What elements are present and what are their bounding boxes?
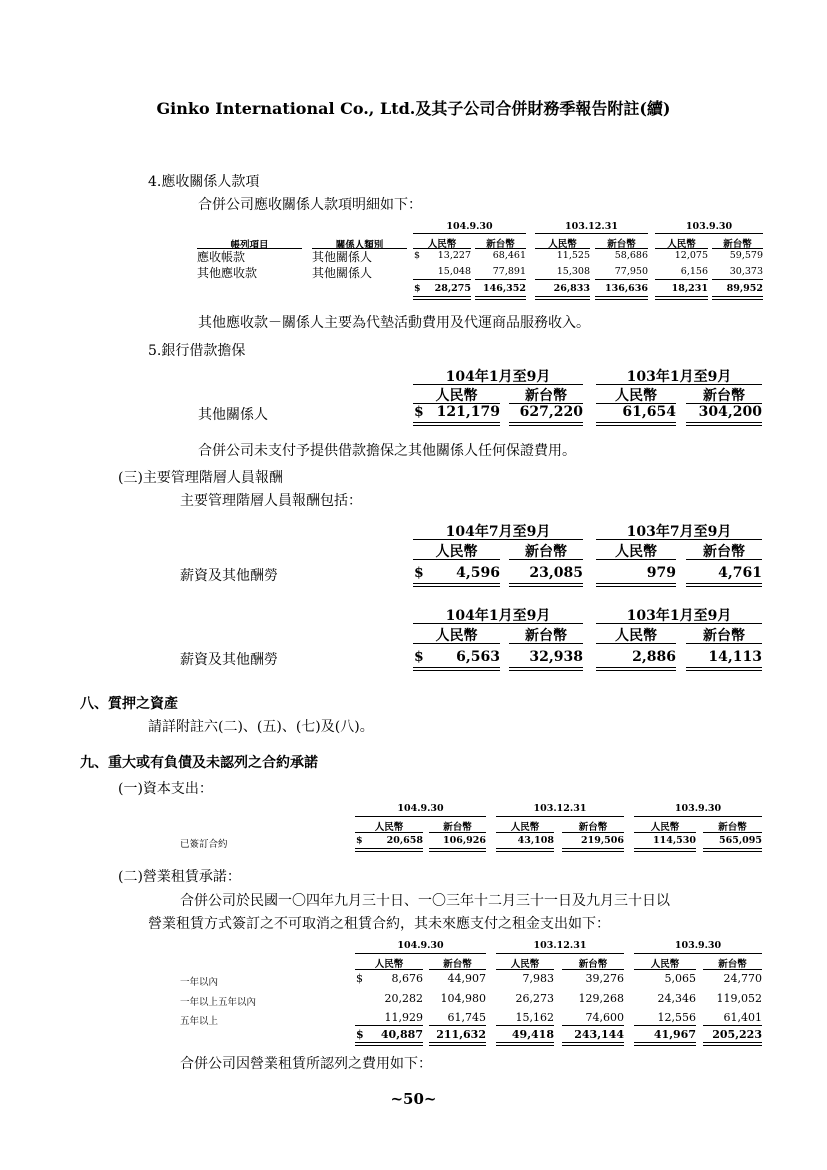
- period-header: 103年7月至9月: [626, 524, 732, 540]
- currency-header: 人民幣: [374, 959, 404, 970]
- period-header: 103.9.30: [674, 940, 722, 951]
- period-header: 104.9.30: [397, 940, 444, 951]
- currency-header: 人民幣: [435, 388, 478, 404]
- currency-header: 人民幣: [548, 239, 577, 250]
- currency-header: 新台幣: [703, 544, 745, 560]
- currency-header: 新台幣: [525, 388, 567, 404]
- currency-header: 人民幣: [510, 959, 540, 970]
- period-header: 104年1月至9月: [445, 608, 551, 624]
- currency-header: 人民幣: [615, 544, 657, 560]
- currency-header: 新台幣: [578, 959, 608, 970]
- currency-header: 新台幣: [443, 959, 472, 970]
- currency-header: 新台幣: [443, 822, 472, 833]
- receivables-intro: 合併公司應收關係人款項明細如下：: [198, 197, 422, 213]
- currency-header: 人民幣: [615, 388, 657, 404]
- period-header: 103年1月至9月: [626, 369, 732, 385]
- section-9-heading: 九、重大或有負債及未認列之合約承諾: [80, 755, 318, 771]
- currency-header: 人民幣: [667, 239, 696, 250]
- currency-header: 人民幣: [435, 628, 478, 644]
- currency-header: 新台幣: [525, 628, 567, 644]
- period-header: 104.9.30: [446, 221, 493, 232]
- loan-heading: 5.銀行借款擔保: [148, 343, 246, 359]
- currency-header: 新台幣: [525, 544, 567, 560]
- period-header: 103.9.30: [674, 803, 722, 814]
- page-number: ~50~: [390, 1090, 437, 1108]
- period-header: 104年7月至9月: [445, 524, 551, 540]
- col-type-header: 關係人類別: [335, 240, 384, 251]
- capex-heading: (一)資本支出：: [118, 781, 213, 797]
- receivables-note: 其他應收款－關係人主要為代墊活動費用及代運商品服務收入。: [198, 315, 590, 331]
- currency-header: 新台幣: [486, 239, 515, 250]
- loan-note: 合併公司未支付予提供借款擔保之其他關係人任何保證費用。: [198, 443, 576, 459]
- currency-header: 新台幣: [718, 822, 747, 833]
- currency-header: 新台幣: [578, 822, 608, 833]
- section-8-heading: 八、質押之資產: [80, 696, 178, 712]
- section-8-text: 請詳附註六(二)、(五)、(七)及(八)。: [148, 719, 374, 735]
- currency-header: 新台幣: [703, 388, 745, 404]
- period-header: 103.12.31: [565, 221, 618, 232]
- currency-header: 新台幣: [718, 959, 747, 970]
- period-header: 103.12.31: [533, 803, 587, 814]
- lease-note: 合併公司因營業租賃所認列之費用如下：: [180, 1056, 432, 1072]
- currency-header: 新台幣: [723, 239, 752, 250]
- currency-header: 人民幣: [650, 822, 680, 833]
- currency-header: 人民幣: [510, 822, 540, 833]
- period-header: 103.9.30: [685, 221, 733, 232]
- currency-header: 人民幣: [427, 239, 457, 250]
- currency-header: 人民幣: [615, 628, 657, 644]
- lease-text-1: 合併公司於民國一〇四年九月三十日、一〇三年十二月三十一日及九月三十日以: [180, 893, 670, 909]
- period-header: 104.9.30: [397, 803, 444, 814]
- mgmt-intro: 主要管理階層人員報酬包括：: [180, 493, 362, 509]
- col-item-header: 帳列項目: [230, 240, 269, 251]
- mgmt-heading: (三)主要管理階層人員報酬: [118, 470, 283, 486]
- currency-header: 人民幣: [650, 959, 680, 970]
- lease-text-2: 營業租賃方式簽訂之不可取消之租賃合約，其未來應支付之租金支出如下：: [148, 916, 610, 932]
- currency-header: 新台幣: [703, 628, 745, 644]
- currency-header: 新台幣: [607, 239, 636, 250]
- period-header: 103.12.31: [533, 940, 587, 951]
- period-header: 103年1月至9月: [626, 608, 732, 624]
- page-header-title: Ginko International Co., Ltd.及其子公司合併財務季報告附註(續): [156, 99, 671, 118]
- receivables-heading: 4.應收關係人款項: [148, 174, 260, 190]
- lease-heading: (二)營業租賃承諾：: [118, 869, 241, 885]
- currency-header: 人民幣: [374, 822, 404, 833]
- currency-header: 人民幣: [435, 544, 478, 560]
- period-header: 104年1月至9月: [445, 369, 551, 385]
